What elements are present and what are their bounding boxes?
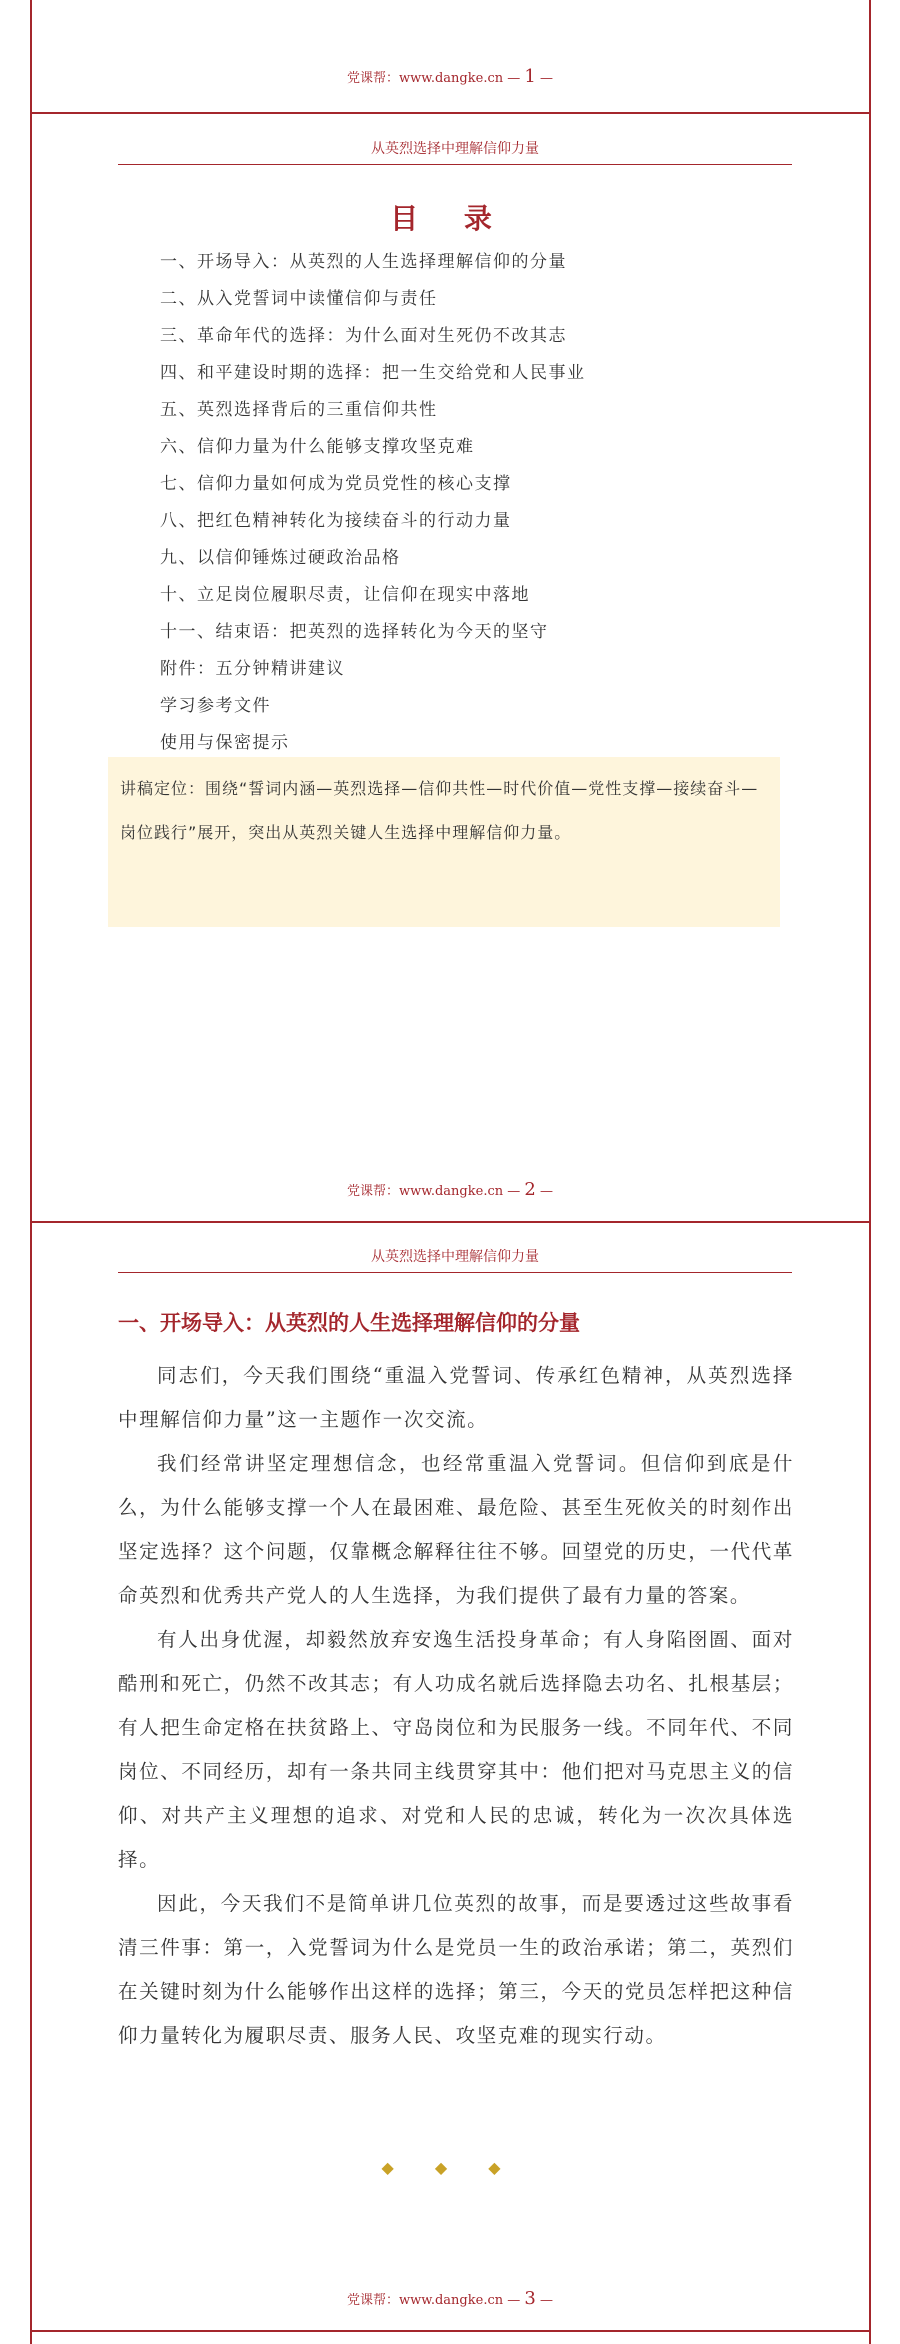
body-paragraph: 有人出身优渥，却毅然放弃安逸生活投身革命；有人身陷囹圄、面对酷刑和死亡，仍然不改其志；有人功成名就后选择隐去功名、扎根基层；有人把生命定格在扶贫路上、守岛岗位和为民服务一线。不同年代、不同岗位、不同经历，却有一条共同主线贯穿其中：他们把对马克思主义的信仰、对共产主义理想的追求、对党和人民的忠诚，转化为一次次具体选择。 — [118, 1628, 794, 1871]
body-paragraph: 因此，今天我们不是简单讲几位英烈的故事，而是要透过这些故事看清三件事：第一，入党誓词为什么是党员一生的政治承诺；第二，英烈们在关键时刻为什么能够作出这样的选择；第三，今天的党员怎样把这种信仰力量转化为履职尽责、服务人民、攻坚克难的现实行动。 — [118, 1892, 794, 2047]
toc-item[interactable]: 学习参考文件 — [160, 696, 271, 716]
toc-item[interactable]: 十一、结束语：把英烈的选择转化为今天的坚守 — [160, 622, 549, 642]
page-break-line-2 — [30, 1221, 871, 1223]
toc-item[interactable]: 五、英烈选择背后的三重信仰共性 — [160, 400, 438, 420]
section-title: 一、开场导入：从英烈的人生选择理解信仰的分量 — [118, 1311, 580, 1335]
toc-item[interactable]: 附件：五分钟精讲建议 — [160, 659, 345, 679]
footer-dash: — — [539, 71, 553, 86]
page-footer-3 — [0, 2288, 900, 2309]
toc-item[interactable]: 使用与保密提示 — [160, 733, 290, 753]
page-left-border — [30, 0, 32, 2344]
page-break-line-3 — [30, 2330, 871, 2332]
footer-dash: — — [539, 2293, 553, 2308]
positioning-note: 讲稿定位：围绕“誓词内涵—英烈选择—信仰共性—时代价值—党性支撑—接续奋斗—岗位践行”展开，突出从英烈关键人生选择中理解信仰力量。 — [108, 757, 780, 927]
page-footer-2 — [0, 1179, 900, 1200]
toc-item[interactable]: 七、信仰力量如何成为党员党性的核心支撑 — [160, 474, 512, 494]
table-of-contents — [160, 244, 586, 762]
footer-site: 党课帮：www.dangke.cn — — [347, 2293, 521, 2308]
toc-item[interactable]: 八、把红色精神转化为接续奋斗的行动力量 — [160, 511, 512, 531]
toc-item[interactable]: 二、从入党誓词中读懂信仰与责任 — [160, 289, 438, 309]
diamond-divider-icon: ◆ ◆ ◆ — [381, 2158, 519, 2177]
toc-item[interactable]: 三、革命年代的选择：为什么面对生死仍不改其志 — [160, 326, 567, 346]
running-header-page-3: 从英烈选择中理解信仰力量 — [118, 1246, 792, 1273]
page-number: 2 — [524, 1179, 536, 1200]
footer-dash: — — [539, 1184, 553, 1199]
running-header-page-2: 从英烈选择中理解信仰力量 — [118, 138, 792, 165]
page-break-line-1 — [30, 112, 871, 114]
toc-item[interactable]: 四、和平建设时期的选择：把一生交给党和人民事业 — [160, 363, 586, 383]
page-right-border — [869, 0, 871, 2344]
footer-site: 党课帮：www.dangke.cn — — [347, 1184, 521, 1199]
footer-site: 党课帮：www.dangke.cn — — [347, 71, 521, 86]
page-number: 3 — [524, 2288, 536, 2309]
toc-item[interactable]: 九、以信仰锤炼过硬政治品格 — [160, 548, 401, 568]
toc-item[interactable]: 十、立足岗位履职尽责，让信仰在现实中落地 — [160, 585, 530, 605]
page-footer-1 — [0, 66, 900, 87]
body-paragraph: 我们经常讲坚定理想信念，也经常重温入党誓词。但信仰到底是什么，为什么能够支撑一个人在最困难、最危险、甚至生死攸关的时刻作出坚定选择？这个问题，仅靠概念解释往往不够。回望党的历史，一代代革命英烈和优秀共产党人的人生选择，为我们提供了最有力量的答案。 — [118, 1452, 794, 1607]
toc-item[interactable]: 六、信仰力量为什么能够支撑攻坚克难 — [160, 437, 475, 457]
page-number: 1 — [524, 66, 536, 87]
section-body — [118, 1354, 794, 2058]
toc-item[interactable]: 一、开场导入：从英烈的人生选择理解信仰的分量 — [160, 252, 567, 272]
toc-title: 目 录 — [390, 202, 510, 235]
body-paragraph: 同志们，今天我们围绕“重温入党誓词、传承红色精神，从英烈选择中理解信仰力量”这一主题作一次交流。 — [118, 1364, 794, 1431]
